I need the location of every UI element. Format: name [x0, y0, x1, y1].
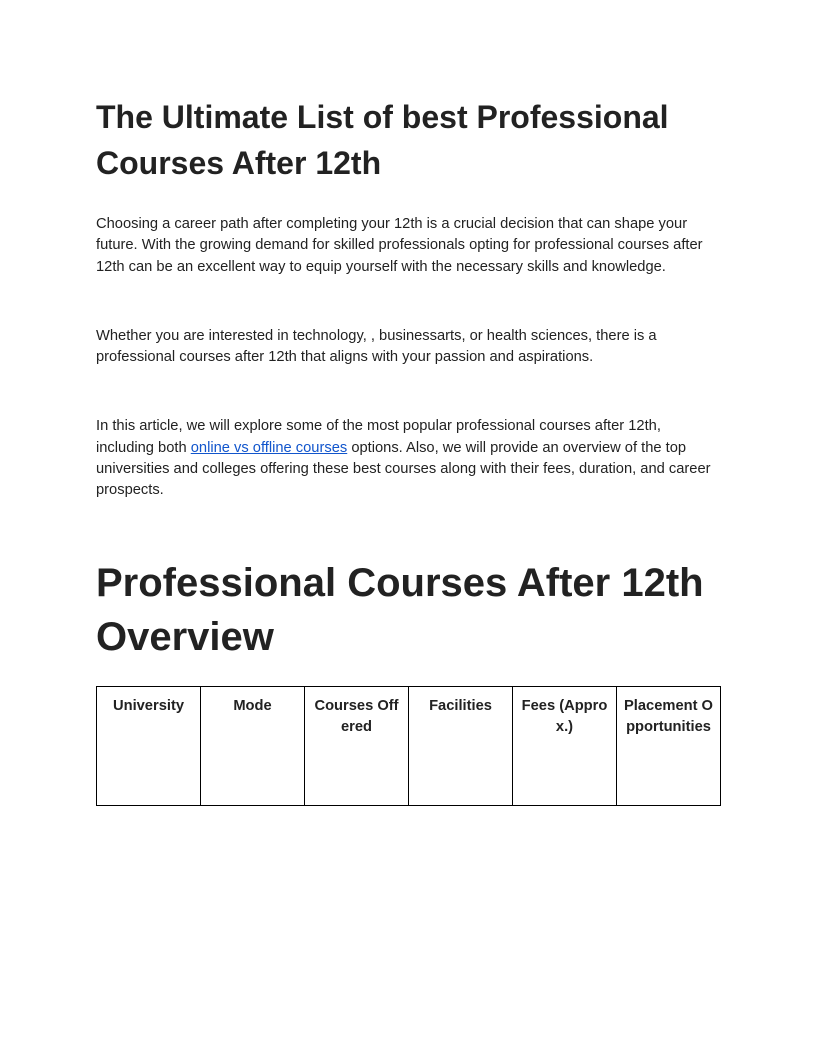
page-title: The Ultimate List of best Professional Courses After 12th [96, 99, 669, 181]
overview-table [96, 686, 721, 806]
third-paragraph [96, 416, 720, 501]
intro-paragraph: Choosing a career path after completing your 12th is a crucial decision that can shape your future. With the growing demand for skilled professionals opting for professional courses after 12th can be an excellent way to equip yourself with the necessary skills and knowledge. [96, 216, 703, 275]
third-paragraph-text-after-link: options. Also, we will provide an overview of the top universities and colleges offering these best courses along with their fees, duration, and career prospects. [96, 439, 711, 499]
header-facilities: Facilities [409, 686, 513, 805]
overview-table-container [96, 686, 721, 806]
table-header-row [97, 686, 721, 805]
header-university: University [97, 686, 201, 805]
header-mode: Mode [201, 686, 305, 805]
online-vs-offline-courses-link[interactable]: online vs offline courses [190, 439, 348, 456]
header-courses-offered: Courses Offered [305, 686, 409, 805]
section-heading: Professional Courses After 12th Overview [96, 560, 704, 659]
header-fees: Fees (Approx.) [513, 686, 617, 805]
second-paragraph: Whether you are interested in technology, , businessarts, or health sciences, there is a professional courses after 12th that aligns with your passion and aspirations. [96, 327, 657, 366]
third-paragraph-text-before-link: In this article, we will explore some of the most popular professional courses after 12th, including both [96, 418, 661, 456]
header-placement-opportunities: Placement Opportunities [617, 686, 721, 805]
